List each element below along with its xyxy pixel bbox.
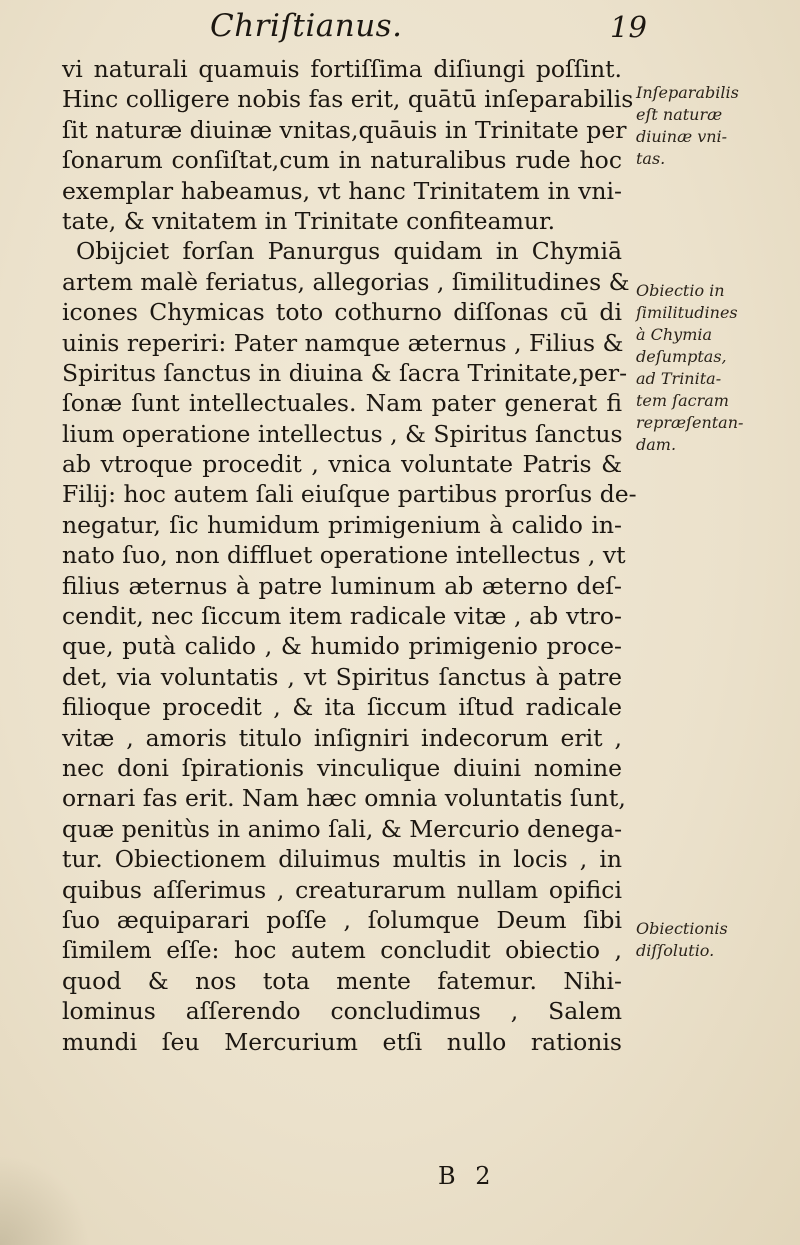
text-line: nec doni ſpirationis vinculique diuini nomine: [62, 753, 622, 782]
text-line: filioque procedit , & ita ſiccum iſtud radicale: [62, 693, 622, 722]
margin-note-dissolutio: [636, 918, 796, 962]
text-line: tur. Obiectionem diluimus multis in locis , in: [62, 845, 622, 874]
text-line: filius æternus à patre luminum ab æterno deſ-: [62, 571, 622, 600]
text-line: exemplar habeamus, vt hanc Trinitatem in vni-: [62, 176, 622, 205]
body-text: [62, 54, 637, 1057]
text-line: lium operatione intellectus , & Spiritus ſanctus: [62, 419, 623, 448]
text-line: uinis reperiri: Pater namque æternus , Filius &: [62, 328, 624, 357]
text-line: ſimilem eſſe: hoc autem concludit obiectio ,: [62, 936, 622, 965]
margin-note-line: repræſentan-: [636, 413, 744, 432]
text-line: nato ſuo, non diffluet operatione intellectus , vt: [62, 541, 626, 570]
text-line: vitæ , amoris titulo inſigniri indecorum erit ,: [62, 723, 622, 752]
text-line: ſit naturæ diuinæ vnitas,quāuis in Trinitate per: [62, 115, 627, 144]
text-line: tate, & vnitatem in Trinitate confiteamur.: [62, 206, 556, 235]
text-line: negatur, ſic humidum primigenium à calido in-: [62, 510, 622, 539]
margin-note-line: diuinæ vni-: [636, 127, 728, 146]
margin-note-line: tas.: [636, 149, 666, 168]
text-line: det, via voluntatis , vt Spiritus ſanctus à patre: [62, 662, 622, 691]
margin-note-line: Obiectionis: [636, 919, 728, 938]
text-line: quod & nos tota mente fatemur. Nihi-: [62, 966, 622, 995]
margin-note-line: ad Trinita-: [636, 369, 722, 388]
margin-note-line: diſſolutio.: [636, 941, 715, 960]
text-line: icones Chymicas toto cothurno diſſonas cū di: [62, 298, 622, 327]
text-line: Spiritus ſanctus in diuina & ſacra Trinitate,per-: [62, 358, 628, 387]
margin-note-line: tem ſacram: [636, 391, 729, 410]
running-head: Chriſtianus.: [210, 8, 403, 44]
text-line: lominus aſſerendo concludimus , Salem: [62, 997, 622, 1026]
margin-note-line: dam.: [636, 435, 677, 454]
text-line: ſonæ ſunt intellectuales. Nam pater generat fi: [62, 389, 622, 418]
text-line: Obijciet forſan Panurgus quidam in Chymiā: [76, 237, 622, 266]
text-line: Hinc colligere nobis fas erit, quātū inſeparabilis: [62, 85, 634, 114]
text-line: quæ penitùs in animo ſali, & Mercurio denega-: [62, 814, 623, 843]
paper-stain: [0, 1155, 90, 1245]
margin-note-line: deſumptas,: [636, 347, 727, 366]
text-line: mundi ſeu Mercurium etſi nullo rationis: [62, 1027, 622, 1056]
margin-note-line: eſt naturæ: [636, 105, 723, 124]
page-header: [0, 8, 800, 48]
margin-note-line: à Chymia: [636, 325, 713, 344]
text-line: vi naturali quamuis fortiſſima diſiungi poſſint.: [62, 55, 622, 83]
text-line: ab vtroque procedit , vnica voluntate Patris &: [62, 450, 622, 479]
text-line: quibus aſſerimus , creaturarum nullam opifici: [62, 875, 622, 904]
margin-note-line: Inſeparabilis: [636, 83, 739, 102]
margin-note-obiectio: [636, 280, 796, 456]
margin-note-line: Obiectio in: [636, 281, 725, 300]
text-line: ſonarum conſiſtat,cum in naturalibus rude hoc: [62, 146, 622, 175]
text-line: que, putà calido , & humido primigenio proce-: [62, 632, 622, 661]
page-number: 19: [610, 10, 647, 44]
text-line: ſuo æquiparari poſſe , ſolumque Deum ſibi: [62, 905, 622, 934]
margin-note-inseparabilis: [636, 82, 796, 170]
signature-mark: B 2: [438, 1162, 497, 1190]
text-line: Filij: hoc autem ſali eiuſque partibus prorſus de-: [62, 480, 637, 509]
text-line: ornari fas erit. Nam hæc omnia voluntatis ſunt,: [62, 784, 626, 813]
text-line: artem malè feriatus, allegorias , ſimilitudines &: [62, 267, 630, 296]
text-line: cendit, nec ſiccum item radicale vitæ , ab vtro-: [62, 602, 622, 631]
margin-note-line: ſimilitudines: [636, 303, 738, 322]
